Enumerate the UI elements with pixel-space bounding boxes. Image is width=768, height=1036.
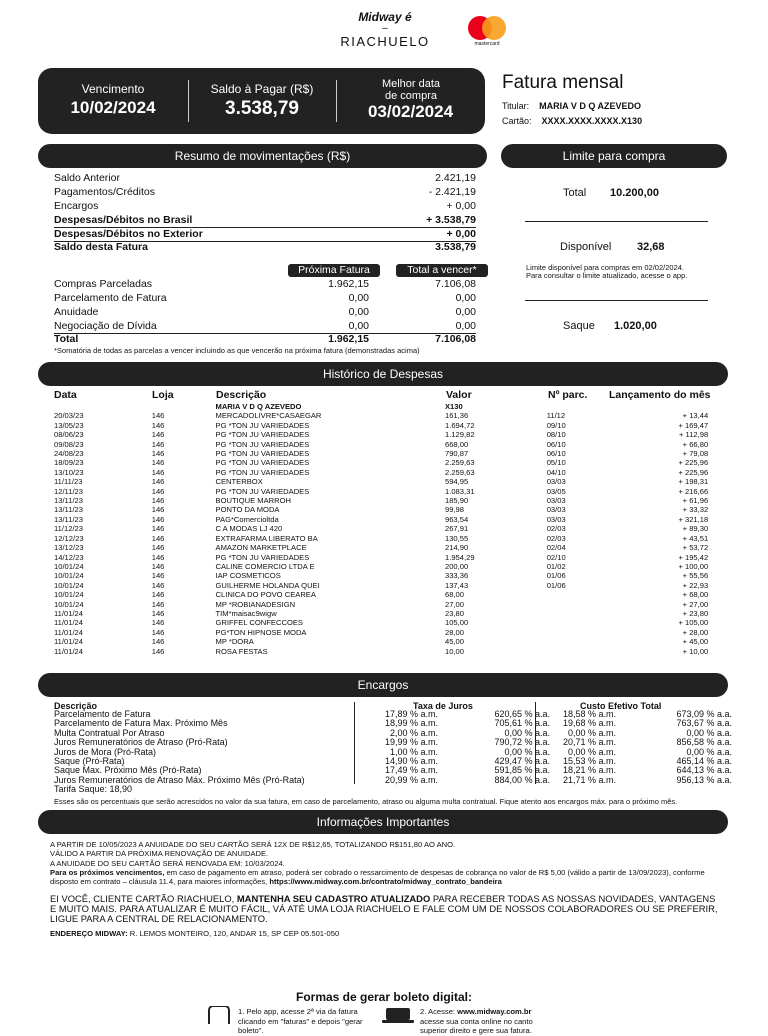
statement-title: Fatura mensal — [502, 72, 624, 93]
due-date: 10/02/2024 — [70, 98, 156, 117]
card-row: Cartão: XXXX.XXXX.XXXX.X130 — [502, 116, 643, 126]
boleto-option-app: 1. Pelo app, acesse 2ª via da fatura clicando em "faturas" e depois "gerar boleto". — [238, 1007, 363, 1035]
history-row: 13/10/23 146 PG *TON JU VARIEDADES 2.259,63 04/10 + 225,96 — [54, 467, 709, 477]
laptop-icon — [380, 1008, 416, 1029]
midway-riachuelo-logo: Midway é – RIACHUELO — [340, 10, 430, 49]
history-row: 13/05/23 146 PG *TON JU VARIEDADES 1.694,72 09/10 + 169,47 — [54, 420, 709, 430]
history-holder-row: MARIA V D Q AZEVEDO X130 — [215, 402, 463, 411]
charges-header: Encargos — [38, 673, 728, 697]
summary-row-total: Saldo desta Fatura 3.538,79 — [54, 241, 476, 253]
history-row: 11/12/23 146 C A MODAS LJ 420 267,91 02/03 + 89,30 — [54, 524, 709, 534]
mastercard-logo: mastercard — [466, 16, 508, 52]
charges-row: Juros Remuneratórios de Atraso Máx. Próximo Mês (Pró-Rata) 20,99 % a.m. 884,00 % a.a. 21,71 % a.m. 956,13 % a.a. — [54, 774, 732, 785]
history-row: 12/11/23 146 PG *TON JU VARIEDADES 1.083,31 03/05 + 216,66 — [54, 486, 709, 496]
history-row: 12/12/23 146 EXTRAFARMA LIBERATO BA 130,55 02/03 + 43,51 — [54, 533, 709, 543]
update-register-info: EI VOCÊ, CLIENTE CARTÃO RIACHUELO, MANTENHA SEU CADASTRO ATUALIZADO PARA RECEBER TODAS AS NOSSAS NOVIDADES, VANTAGENS E MUITO MAIS. PARA ATUALIZAR É MUITO FÁCIL, VÁ ATÉ UMA LOJA RIACHUELO E FALE COM UM DE NOSSOS COLABORADORES OU SE PREFERIR, LIGUE PARA A CENTRAL DE RELACIONAMENTO. — [50, 893, 718, 924]
total-due-column-header: Total a vencer* — [396, 264, 488, 277]
next-invoice-column-header: Próxima Fatura — [288, 264, 380, 277]
limit-header: Limite para compra — [501, 144, 727, 168]
amount-due: 3.538,79 — [225, 98, 299, 119]
charges-row: Juros Remuneratórios de Atraso (Pró-Rata) 19,99 % a.m. 790,72 % a.a. 20,71 % a.m. 856,58 % a.a. — [54, 737, 732, 748]
limit-withdraw: 1.020,00 — [614, 320, 657, 332]
holder-row: Titular: MARIA V D Q AZEVEDO — [502, 101, 642, 111]
history-row: 11/01/24 146 MP *DORA 45,00 + 45,00 — [54, 637, 709, 647]
installment-row: Anuidade 0,00 0,00 — [54, 306, 476, 318]
history-row: 13/11/23 146 BOUTIQUE MARROH 185,90 03/03 + 61,96 — [54, 496, 709, 506]
summary-row: Pagamentos/Créditos - 2.421,19 — [54, 186, 476, 198]
late-fee-info: Para os próximos vencimentos, em caso de pagamento em atraso, poderá ser cobrado o ressarcimento de despesas de cobrança no valor de R$ 5,00 (válido a partir de 13/09/2023), conforme disposto em contrato – cláusula 11.4, para maiores informações, https://www.midway.com.br/contrato/midway_contrato_bandeira — [50, 868, 705, 887]
charges-row: Saque (Pró-Rata) 14,90 % a.m. 429,47 % a.a. 15,53 % a.m. 465,14 % a.a. — [54, 756, 732, 767]
amount-due-cell: Saldo à Pagar (R$) 3.538,79 — [188, 68, 336, 134]
limit-total: 10.200,00 — [610, 187, 659, 199]
history-row: 11/01/24 146 PG*TON HIPNOSE MODA 28,00 + 28,00 — [54, 627, 709, 637]
best-purchase-date-cell: Melhor data de compra 03/02/2024 — [336, 68, 485, 134]
limit-available: 32,68 — [637, 241, 665, 253]
history-row: 10/01/24 146 CLINICA DO POVO CEAREA 68,00 + 68,00 — [54, 590, 709, 600]
history-row: 10/01/24 146 CALINE COMERCIO LTDA E 200,00 01/02 + 100,00 — [54, 561, 709, 571]
charges-row: Parcelamento de Fatura 17,89 % a.m. 620,65 % a.a. 18,58 % a.m. 673,09 % a.a. — [54, 709, 732, 719]
best-purchase-date: 03/02/2024 — [367, 102, 454, 121]
history-row: 14/12/23 146 PG *TON JU VARIEDADES 1.954,29 02/10 + 195,42 — [54, 552, 709, 562]
history-row: 08/06/23 146 PG *TON JU VARIEDADES 1.129,82 08/10 + 112,98 — [54, 430, 709, 440]
installment-row: Negociação de Dívida 0,00 0,00 — [54, 320, 476, 332]
charges-row: Juros de Mora (Pró-Rata) 1,00 % a.m. 0,00 % a.a. 0,00 % a.m. 0,00 % a.a. — [54, 746, 732, 757]
history-row: 11/01/24 146 GRIFFEL CONFECCOES 105,00 + 105,00 — [54, 618, 709, 628]
contract-link[interactable]: https://www.midway.com.br/contrato/midway_contrato_bandeira — [267, 877, 502, 887]
history-header: Histórico de Despesas — [38, 362, 728, 386]
withdraw-fee: Tarifa Saque: 18,90 — [54, 784, 133, 794]
history-row: 13/11/23 146 PAG*Comercioltda 963,54 03/03 + 321,18 — [54, 514, 709, 524]
history-row: 09/08/23 146 PG *TON JU VARIEDADES 668,00 06/10 + 66,80 — [54, 439, 709, 449]
summary-row: Despesas/Débitos no Exterior + 0,00 — [54, 228, 476, 240]
history-row: 10/01/24 146 IAP COSMETICOS 333,36 01/06 + 55,56 — [54, 571, 709, 581]
history-row: 10/01/24 146 GUILHERME HOLANDA QUEI 137,43 01/06 + 22,93 — [54, 580, 709, 590]
due-summary-box — [38, 68, 485, 134]
summary-row: Despesas/Débitos no Brasil + 3.538,79 — [54, 214, 476, 226]
history-row: 11/01/24 146 TIM*maisac9wigw 23,80 + 23,80 — [54, 608, 709, 618]
history-row: 18/09/23 146 PG *TON JU VARIEDADES 2.259,63 05/10 + 225,96 — [54, 458, 709, 468]
summary-footnote: *Somatória de todas as parcelas a vencer incluindo as que vencerão na próxima fatura (demonstradas acima) — [54, 346, 420, 355]
boleto-title: Formas de gerar boleto digital: — [295, 990, 473, 1004]
phone-icon — [208, 1006, 230, 1029]
boleto-option-web: 2. Acesse: www.midway.com.br acesse sua conta online no canto superior direito e gere sua fatura. — [420, 1007, 533, 1035]
charges-row: Parcelamento de Fatura Max. Próximo Mês 18,99 % a.m. 705,61 % a.a. 19,68 % a.m. 763,67 % a.a. — [54, 718, 732, 729]
charges-row: Multa Contratual Por Atraso 2,00 % a.m. 0,00 % a.a. 0,00 % a.m. 0,00 % a.a. — [54, 727, 732, 738]
charges-table — [54, 710, 732, 785]
due-date-cell: Vencimento 10/02/2024 — [38, 68, 188, 134]
history-row: 11/01/24 146 ROSA FESTAS 10,00 + 10,00 — [54, 646, 709, 656]
history-row: 10/01/24 146 MP *ROBIANADESIGN 27,00 + 27,00 — [54, 599, 709, 609]
history-row: 24/08/23 146 PG *TON JU VARIEDADES 790,87 06/10 + 79,08 — [54, 449, 709, 459]
charges-note: Esses são os percentuais que serão acrescidos no valor da sua fatura, em caso de parcelamento, atraso ou alguma multa contratual. Fique atento aos encargos máx. para o próximo mês. — [54, 797, 678, 806]
history-row: 13/11/23 146 PONTO DA MODA 99,98 03/03 + 33,32 — [54, 505, 709, 515]
history-table — [54, 402, 768, 656]
summary-header: Resumo de movimentações (R$) — [38, 144, 487, 168]
summary-row: Encargos + 0,00 — [54, 200, 476, 212]
installment-row: Compras Parceladas 1.962,15 7.106,08 — [54, 278, 476, 290]
midway-address: ENDEREÇO MIDWAY: R. LEMOS MONTEIRO, 120, ANDAR 15, SP CEP 05.501-050 — [50, 929, 340, 938]
history-row: 13/12/23 146 AMAZON MARKETPLACE 214,90 02/04 + 53,72 — [54, 543, 709, 553]
card-number: XXXX.XXXX.XXXX.X130 — [541, 116, 643, 126]
history-row: 20/03/23 146 MERCADOLIVRE*CASAEGAR 161,36 11/12 + 13,44 — [54, 411, 709, 421]
installment-row: Parcelamento de Fatura 0,00 0,00 — [54, 292, 476, 304]
history-row: 11/11/23 146 CENTERBOX 594,95 03/03 + 198,31 — [54, 477, 709, 487]
charges-row: Saque Max. Próximo Mês (Pró-Rata) 17,49 % a.m. 591,85 % a.a. 18,21 % a.m. 644,13 % a.a. — [54, 765, 732, 776]
annuity-info: A PARTIR DE 10/05/2023 A ANUIDADE DO SEU CARTÃO SERÁ 12X DE R$12,65, TOTALIZANDO R$151,80 AO ANO. VÁLIDO A PARTIR DA PRÓXIMA RENOVAÇÃO DE ANUIDADE. A ANUIDADE DO SEU CARTÃO SERÁ RENOVADA EM: 10/03/2024. — [50, 840, 456, 868]
summary-row: Saldo Anterior 2.421,19 — [54, 172, 476, 184]
info-header: Informações Importantes — [38, 810, 728, 834]
installment-total-row: Total 1.962,15 7.106,08 — [54, 333, 476, 345]
holder-name: MARIA V D Q AZEVEDO — [539, 101, 642, 111]
